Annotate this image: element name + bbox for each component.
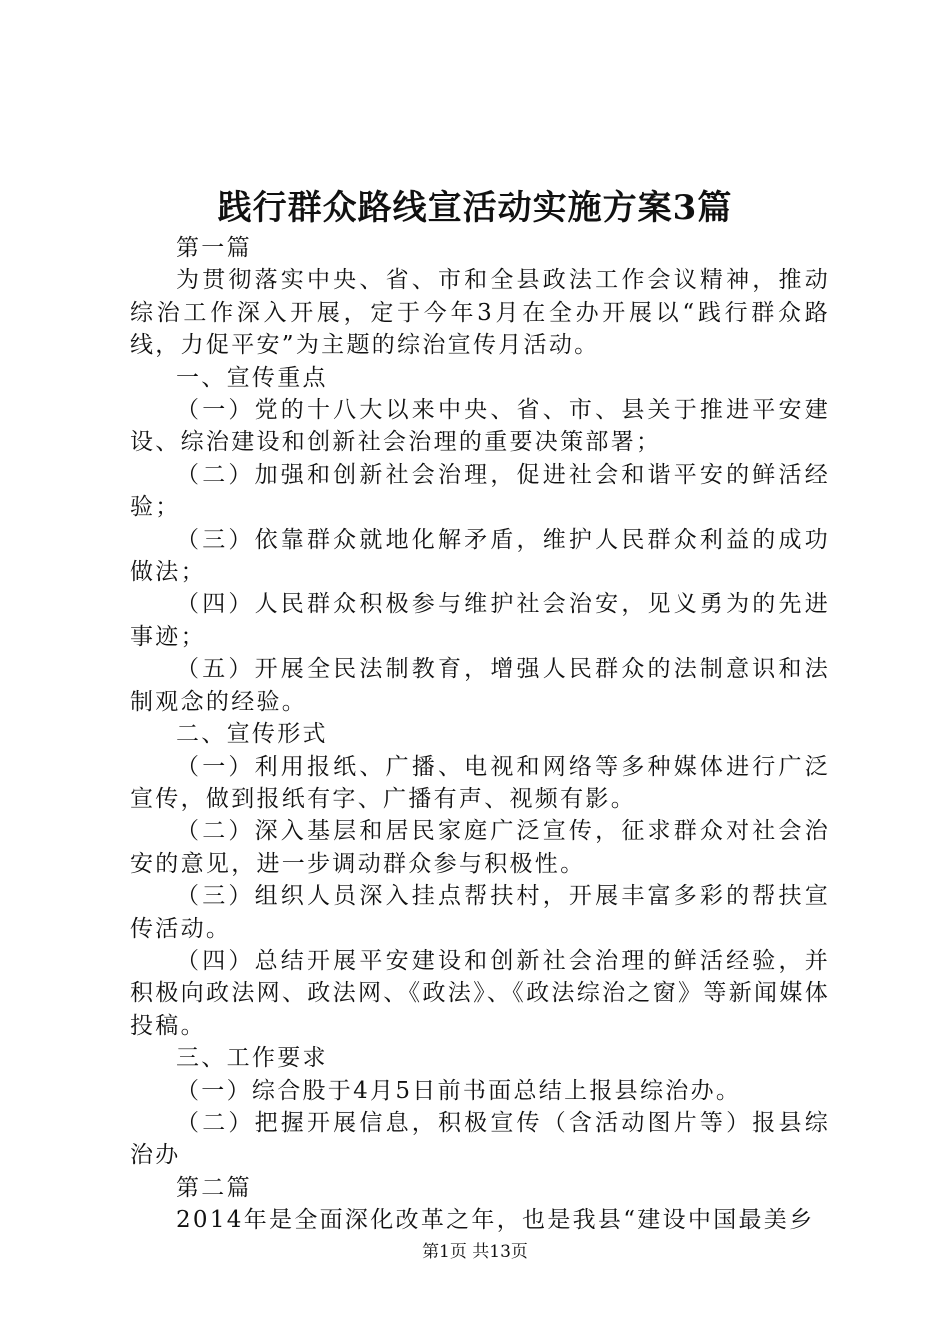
- section-heading: 二、宣传形式: [176, 721, 328, 748]
- page-number: 第1页 共13页: [422, 1242, 528, 1262]
- paragraph: （一）党的十八大以来中央、省、市、县关于推进平安建设、综治建设和创新社会治理的重要决策部署；: [130, 397, 830, 456]
- paragraph: （二）加强和创新社会治理，促进社会和谐平安的鲜活经验；: [130, 461, 830, 521]
- section-heading: 一、宣传重点: [176, 364, 328, 391]
- paragraph: （三）依靠群众就地化解矛盾，维护人民群众利益的成功做法；: [130, 526, 830, 586]
- paragraph: （五）开展全民法制教育，增强人民群众的法制意识和法制观念的经验。: [130, 656, 830, 715]
- paragraph: （三）组织人员深入挂点帮扶村，开展丰富多彩的帮扶宣传活动。: [130, 883, 830, 942]
- paragraph: （二）深入基层和居民家庭广泛宣传，征求群众对社会治安的意见，进一步调动群众参与积极性。: [130, 818, 830, 877]
- section-heading: 第一篇: [176, 235, 252, 261]
- section-heading: 第二篇: [176, 1174, 252, 1201]
- section-heading: 三、工作要求: [176, 1045, 328, 1072]
- paragraph: 2014年是全面深化改革之年，也是我县“建设中国最美乡: [176, 1207, 815, 1234]
- paragraph: （一）综合股于4月5日前书面总结上报县综治办。: [176, 1077, 742, 1104]
- paragraph: （四）人民群众积极参与维护社会治安，见义勇为的先进事迹；: [130, 591, 830, 650]
- paragraph: （四）总结开展平安建设和创新社会治理的鲜活经验，并积极向政法网、政法网、《政法》、《政法综治之窗》等新闻媒体投稿。: [130, 947, 830, 1039]
- paragraph: （一）利用报纸、广播、电视和网络等多种媒体进行广泛宣传，做到报纸有字、广播有声、视频有影。: [130, 753, 830, 812]
- document-body: [130, 232, 830, 1237]
- paragraph: （二）把握开展信息，积极宣传（含活动图片等）报县综治办: [130, 1109, 830, 1169]
- paragraph: 为贯彻落实中央、省、市和全县政法工作会议精神，推动综治工作深入开展，定于今年3月在全办开展以“践行群众路线，力促平安”为主题的综治宣传月活动。: [130, 267, 830, 359]
- document-title: 践行群众路线宣活动实施方案3篇: [217, 188, 733, 228]
